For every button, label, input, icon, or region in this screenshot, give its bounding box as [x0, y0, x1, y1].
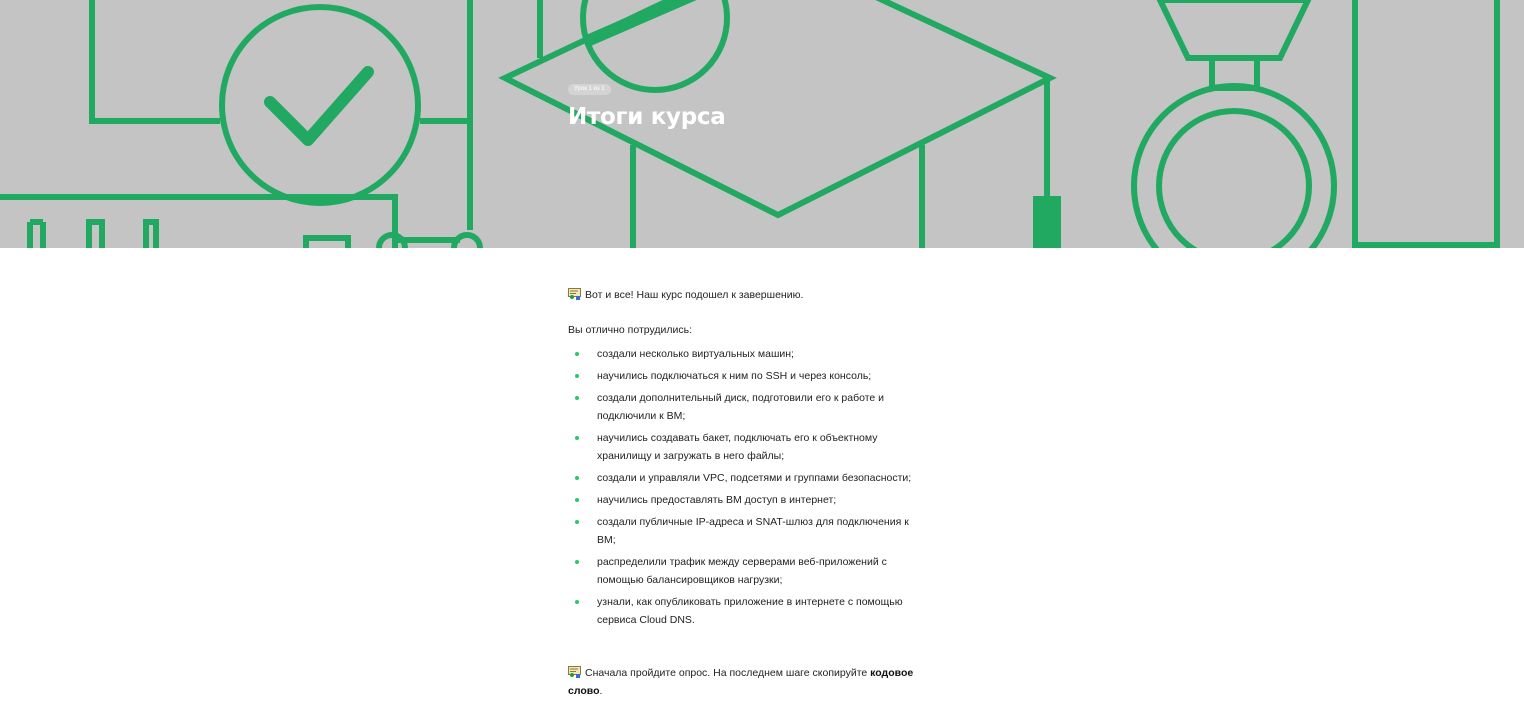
list-item — [568, 367, 927, 385]
diploma-emoji-icon — [568, 288, 581, 300]
list-item — [568, 553, 927, 589]
list-item-text: создали и управляли VPC, подсетями и группами безопасности; — [597, 472, 912, 484]
list-item-text: создали несколько виртуальных машин; — [597, 348, 794, 360]
bullet-icon — [575, 436, 579, 440]
list-item-text: распределили трафик между серверами веб-приложений с помощью балансировщиков нагрузки; — [597, 556, 887, 586]
achievements-list — [568, 345, 948, 629]
lesson-counter-badge: Урок 1 из 1 — [568, 84, 611, 95]
list-item — [568, 429, 927, 465]
list-item — [568, 469, 927, 487]
lesson-banner — [0, 0, 1524, 248]
final-paragraph — [568, 664, 938, 700]
bullet-icon — [575, 520, 579, 524]
final-end: . — [599, 685, 603, 697]
medal-ribbon — [1160, 0, 1308, 58]
bullet-icon — [575, 476, 579, 480]
check-circle — [222, 7, 418, 203]
list-item — [568, 389, 927, 425]
lesson-content — [568, 286, 948, 700]
list-item — [568, 491, 927, 509]
banner-illustration — [0, 0, 1524, 248]
page-title: Итоги курса — [568, 104, 726, 130]
bullet-icon — [575, 374, 579, 378]
achievements-heading: Вы отлично потрудились: — [568, 324, 693, 336]
intro-paragraph — [568, 286, 948, 304]
checkmark-icon — [270, 72, 368, 140]
list-item — [568, 345, 927, 363]
bullet-icon — [575, 498, 579, 502]
list-item-text: создали публичные IP-адреса и SNAT-шлюз для подключения к ВМ; — [597, 516, 909, 546]
list-item — [568, 513, 927, 549]
list-item-text: научились предоставлять ВМ доступ в интернет; — [597, 494, 837, 506]
bullet-icon — [575, 396, 579, 400]
code-word-text: кодовое слово — [568, 667, 914, 697]
bullet-icon — [575, 600, 579, 604]
list-item-text: узнали, как опубликовать приложение в интернете с помощью сервиса Cloud DNS. — [597, 596, 903, 626]
list-item-text: научились подключаться к ним по SSH и через консоль; — [597, 370, 872, 382]
frame-line — [92, 0, 220, 121]
bullet-icon — [575, 560, 579, 564]
final-text: Сначала пройдите опрос. На последнем шаге скопируйте — [585, 667, 871, 679]
bullet-icon — [575, 352, 579, 356]
intro-text: Вот и все! Наш курс подошел к завершению. — [585, 289, 804, 301]
list-item-text: создали дополнительный диск, подготовили его к работе и подключили к ВМ; — [597, 392, 885, 422]
list-item — [568, 593, 927, 629]
diploma-emoji-icon — [568, 666, 581, 678]
list-item-text: научились создавать бакет, подключать его к объектному хранилищу и загружать в него файлы; — [597, 432, 878, 462]
